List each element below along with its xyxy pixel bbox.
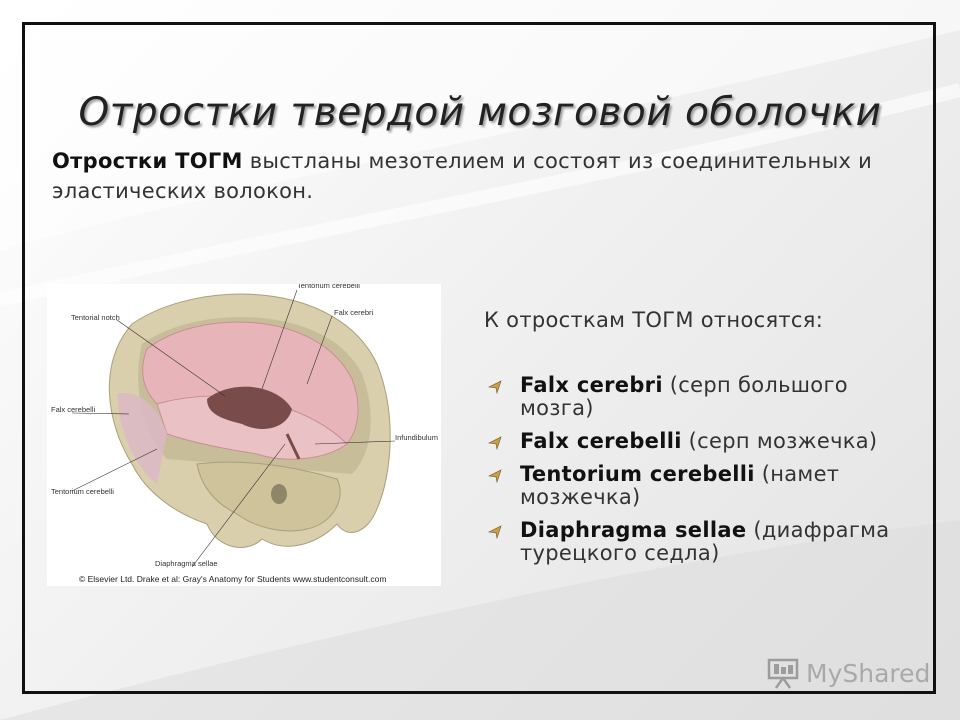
figure-credit: © Elsevier Ltd. Drake et al: Gray's Anatomy for Students www.studentconsult.com [79, 574, 387, 584]
item-latin: Falx cerebelli [520, 429, 682, 453]
label-infundibulum: Infundibulum [395, 433, 438, 442]
list-item [488, 519, 908, 565]
slide-title: Отростки твердой мозговой оболочки [78, 90, 882, 135]
label-falx-cerebri: Falx cerebri [334, 308, 374, 317]
bullet-icon [488, 436, 502, 450]
item-latin: Diaphragma sellae [520, 518, 747, 542]
intro-rest: выстланы мезотелием и состоят из соединительных и эластических волокон. [52, 149, 873, 203]
label-falx-cerebelli: Falx cerebelli [51, 405, 96, 414]
list-item [488, 463, 908, 509]
bullet-icon [488, 380, 502, 394]
logo-text: MyShared [806, 659, 931, 688]
item-ru: (диафрагма турецкого седла) [520, 518, 890, 565]
item-ru: (намет мозжечка) [520, 462, 840, 509]
item-latin: Tentorium cerebelli [520, 462, 755, 486]
skull-illustration [47, 284, 441, 586]
anatomy-figure [47, 284, 441, 586]
list-item [488, 374, 908, 420]
processes-list [488, 374, 908, 575]
bullet-icon [488, 525, 502, 539]
intro-paragraph [52, 146, 912, 206]
label-tentorium-left: Tentorium cerebelli [51, 487, 114, 496]
intro-bold: Отростки ТОГМ [52, 149, 243, 173]
list-item [488, 430, 908, 453]
bullet-icon [488, 469, 502, 483]
item-ru: (серп мозжечка) [681, 429, 878, 453]
item-latin: Falx cerebri [520, 373, 663, 397]
projector-screen-icon [766, 656, 800, 690]
label-diaphragma: Diaphragma sellae [155, 559, 218, 568]
list-heading: К отросткам ТОГМ относятся: [484, 308, 824, 332]
label-tentorium-top: Tentorium cerebelli [297, 284, 360, 290]
label-tentorial-notch: Tentorial notch [71, 313, 120, 322]
item-ru: (серп большого мозга) [520, 373, 848, 420]
myshared-logo[interactable] [766, 654, 936, 692]
